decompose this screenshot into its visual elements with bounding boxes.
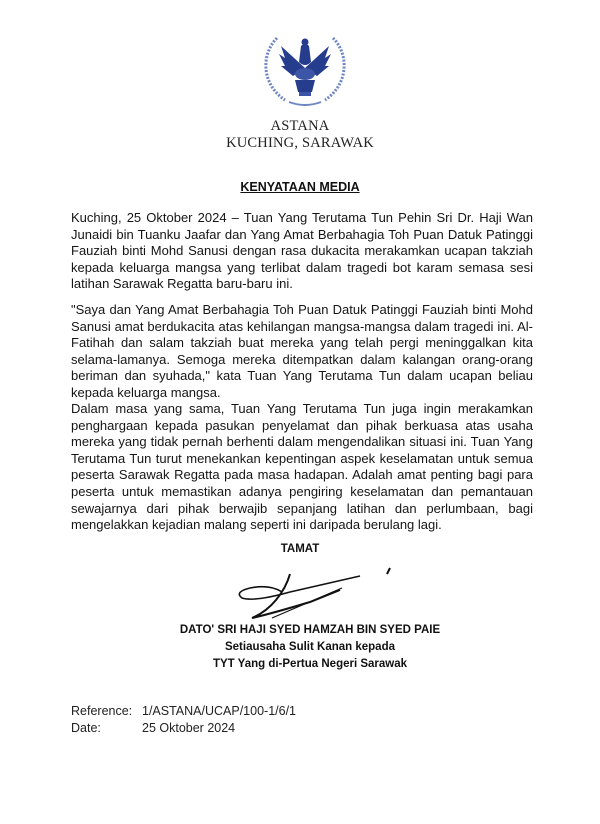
paragraph-2-quote: "Saya dan Yang Amat Berbahagia Toh Puan Datuk Patinggi Fauziah binti Mohd Sanusi amat berdukacita atas kehilangan mangsa-mangsa dalam tragedi ini. Al-Fatihah dan salam takziah buat mereka yang telah pergi meninggalkan kita selama-lamanya. Semoga mereka ditempatkan dalam kalangan orang-orang beriman dan syuhada," kata Tuan Yang Terutama Tun dalam ucapan beliau kepada keluarga mangsa.	[71, 302, 533, 400]
reference-value: 1/ASTANA/UCAP/100-1/6/1	[142, 704, 297, 718]
date-row	[71, 720, 296, 737]
date-value: 25 Oktober 2024	[142, 721, 236, 735]
masthead-astana: ASTANA	[270, 118, 330, 134]
signatory-role: Setiausaha Sulit Kanan kepada	[224, 641, 395, 653]
document-title: KENYATAAN MEDIA	[240, 180, 360, 194]
paragraph-3: Dalam masa yang sama, Tuan Yang Terutama Tun juga ingin merakamkan penghargaan kepada pasukan penyelamat dan pihak berkuasa atas usaha mereka yang tidak pernah berhenti dalam mengendalikan situasi ini. Tuan Yang Terutama Tun turut menekankan kepentingan aspek keselamatan untuk semua peserta Sarawak Regatta pada masa hadapan. Adalah amat penting bagi para peserta untuk memastikan adanya pengiring keselamatan dan pemantauan sewajarnya dari pihak berwajib sepanjang latihan dan perlumbaan, bagi mengelakkan kejadian malang seperti ini daripada berulang lagi.	[71, 401, 533, 533]
end-marker: TAMAT	[280, 543, 320, 555]
sarawak-crest-icon	[255, 28, 355, 110]
reference-row	[71, 703, 296, 720]
reference-label: Reference:	[71, 704, 133, 718]
signatory-office: TYT Yang di-Pertua Negeri Sarawak	[212, 658, 408, 670]
masthead-location: KUCHING, SARAWAK	[226, 135, 374, 151]
date-label: Date:	[71, 721, 101, 735]
signatory-name: DATO' SRI HAJI SYED HAMZAH BIN SYED PAIE	[179, 624, 441, 636]
paragraph-1: Kuching, 25 Oktober 2024 – Tuan Yang Terutama Tun Pehin Sri Dr. Haji Wan Junaidi bin Tuanku Jaafar dan Yang Amat Berbahagia Toh Puan Datuk Patinggi Fauziah binti Mohd Sanusi dengan rasa dukacita merakamkan ucapan takziah kepada keluarga mangsa yang terlibat dalam tragedi bot karam semasa sesi latihan Sarawak Regatta baru-baru ini.	[71, 210, 533, 292]
document-metadata	[71, 703, 296, 737]
signature-icon	[230, 562, 400, 622]
